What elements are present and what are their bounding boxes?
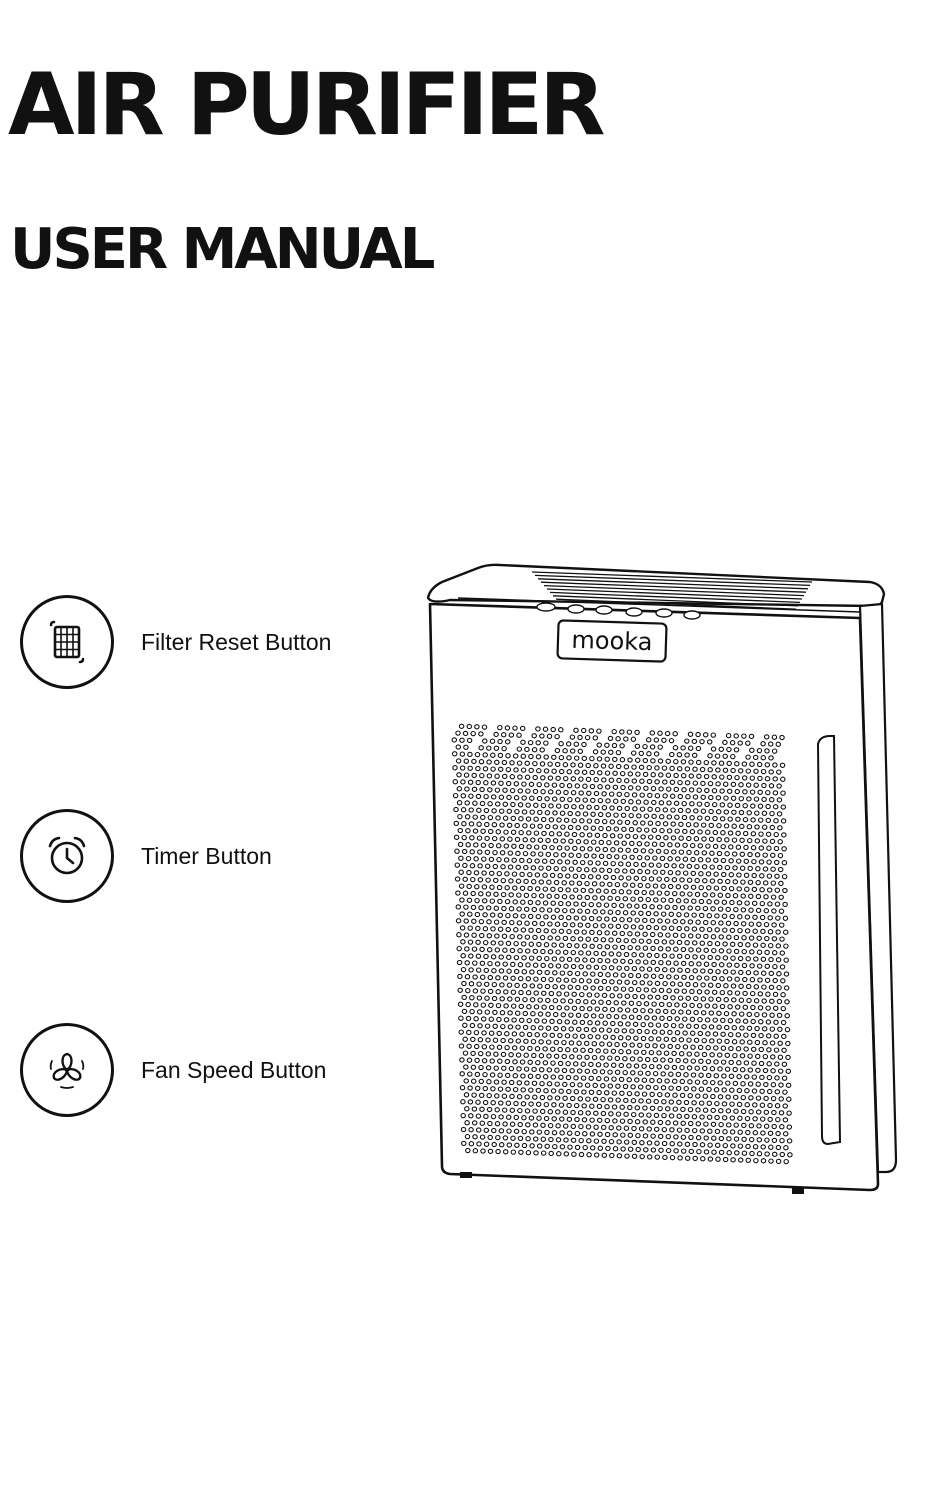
- filter-reset-icon-circle: [20, 595, 114, 689]
- fan-speed-icon-circle: [20, 1023, 114, 1117]
- timer-icon-circle: [20, 809, 114, 903]
- brand-logo-plate: [557, 620, 666, 661]
- alarm-clock-icon: [42, 831, 92, 881]
- timer-label: Timer Button: [141, 842, 272, 869]
- feature-timer: [20, 806, 272, 906]
- manual-subtitle: USER MANUAL: [10, 217, 433, 282]
- feature-fan-speed: [20, 1020, 326, 1120]
- brand-logo-text: mooka: [571, 625, 653, 657]
- fan-icon: [42, 1045, 92, 1095]
- manual-title: AIR PURIFIER: [8, 55, 602, 155]
- feature-filter-reset: [20, 592, 331, 692]
- filter-icon: [42, 617, 92, 667]
- filter-reset-label: Filter Reset Button: [141, 628, 332, 655]
- fan-speed-label: Fan Speed Button: [141, 1056, 327, 1083]
- air-purifier-illustration: [420, 560, 910, 1210]
